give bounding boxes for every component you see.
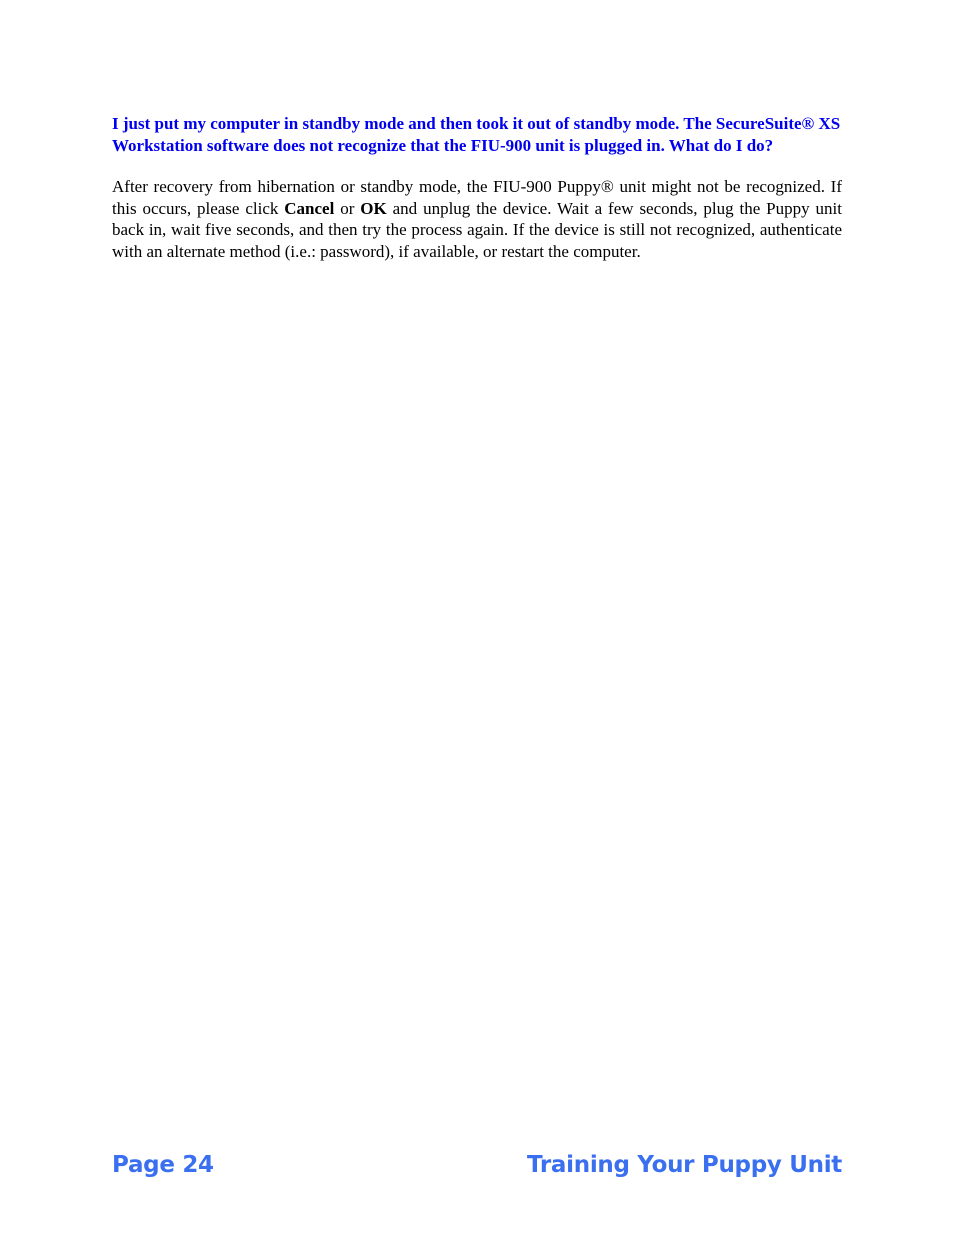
page-footer <box>112 1148 842 1182</box>
answer-text-part1: After recovery from hibernation or standby mode, the FIU-900 Puppy® unit might not be recognized. If this occurs, please click <box>112 177 842 218</box>
page-number: Page 24 <box>112 1152 214 1178</box>
section-title: Training Your Puppy Unit <box>527 1152 842 1178</box>
faq-answer <box>112 176 842 262</box>
faq-entry <box>112 113 842 262</box>
ok-term: OK <box>360 198 387 218</box>
cancel-term: Cancel <box>284 198 335 218</box>
answer-text-or: or <box>334 198 361 218</box>
answer-text-part2: and unplug the device. Wait a few seconds, plug the Puppy unit back in, wait five seconds, and then try the process again. If the device is still not recognized, authenticate with an alternate method (i.e.: password), if available, or restart the computer. <box>112 198 842 261</box>
faq-question: I just put my computer in standby mode and then took it out of standby mode. The SecureSuite® XS Workstation software does not recognize that the FIU-900 unit is plugged in. What do I do? <box>112 114 841 155</box>
